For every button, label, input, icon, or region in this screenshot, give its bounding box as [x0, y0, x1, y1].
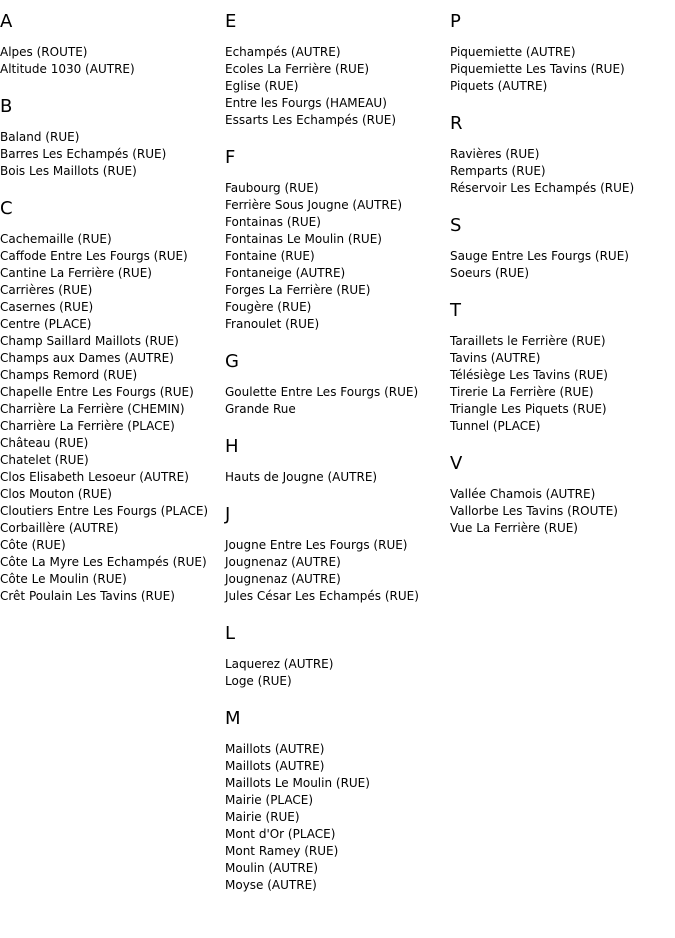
street-item: Mairie (PLACE) — [225, 793, 314, 807]
column-1 — [0, 0, 222, 605]
street-item: Remparts (RUE) — [450, 164, 546, 178]
street-item: Tirerie La Ferrière (RUE) — [450, 385, 594, 399]
street-item: Jougne Entre Les Fourgs (RUE) — [225, 538, 408, 552]
street-item: Moyse (AUTRE) — [225, 878, 317, 892]
letter-group — [450, 12, 672, 95]
street-item: Côte Le Moulin (RUE) — [0, 572, 127, 586]
street-item: Jougnenaz (AUTRE) — [225, 555, 341, 569]
letter-heading: E — [225, 11, 237, 32]
letter-group — [225, 12, 447, 129]
letter-heading: V — [450, 453, 463, 474]
street-list — [450, 333, 672, 435]
street-item: Laquerez (AUTRE) — [225, 657, 334, 671]
street-item: Télésiège Les Tavins (RUE) — [450, 368, 608, 382]
letter-group — [0, 199, 222, 605]
street-item: Forges La Ferrière (RUE) — [225, 283, 371, 297]
street-item: Alpes (ROUTE) — [0, 45, 88, 59]
street-item: Côte La Myre Les Echampés (RUE) — [0, 555, 207, 569]
letter-group — [0, 12, 222, 78]
street-item: Carrières (RUE) — [0, 283, 93, 297]
street-item: Charrière La Ferrière (PLACE) — [0, 419, 175, 433]
street-list — [450, 44, 672, 95]
street-item: Entre les Fourgs (HAMEAU) — [225, 96, 387, 110]
letter-group — [450, 114, 672, 197]
street-item: Vue La Ferrière (RUE) — [450, 521, 578, 535]
letter-heading: M — [225, 708, 241, 729]
street-item: Centre (PLACE) — [0, 317, 92, 331]
street-item: Essarts Les Echampés (RUE) — [225, 113, 397, 127]
street-item: Fougère (RUE) — [225, 300, 312, 314]
letter-heading: S — [450, 215, 462, 236]
street-item: Fontaine (RUE) — [225, 249, 315, 263]
street-item: Chatelet (RUE) — [0, 453, 89, 467]
street-item: Hauts de Jougne (AUTRE) — [225, 470, 378, 484]
street-item: Faubourg (RUE) — [225, 181, 319, 195]
street-item: Caffode Entre Les Fourgs (RUE) — [0, 249, 188, 263]
letter-heading: P — [450, 11, 461, 32]
street-list — [225, 741, 447, 894]
street-item: Ecoles La Ferrière (RUE) — [225, 62, 370, 76]
street-item: Jougnenaz (AUTRE) — [225, 572, 341, 586]
letter-heading: T — [450, 300, 461, 321]
street-item: Moulin (AUTRE) — [225, 861, 318, 875]
street-item: Maillots (AUTRE) — [225, 759, 325, 773]
letter-heading: L — [225, 623, 236, 644]
letter-group — [450, 216, 672, 282]
street-item: Château (RUE) — [0, 436, 89, 450]
letter-group — [0, 97, 222, 180]
street-list — [225, 44, 447, 129]
street-item: Eglise (RUE) — [225, 79, 299, 93]
letter-heading: R — [450, 113, 463, 134]
street-item: Soeurs (RUE) — [450, 266, 530, 280]
street-list — [0, 129, 222, 180]
letter-heading: B — [0, 96, 13, 117]
street-item: Corbaillère (AUTRE) — [0, 521, 119, 535]
street-item: Maillots Le Moulin (RUE) — [225, 776, 370, 790]
street-item: Charrière La Ferrière (CHEMIN) — [0, 402, 185, 416]
letter-heading: A — [0, 11, 13, 32]
street-list — [225, 537, 447, 605]
street-item: Tunnel (PLACE) — [450, 419, 541, 433]
letter-group — [225, 709, 447, 894]
street-item: Tavins (AUTRE) — [450, 351, 541, 365]
street-list — [225, 469, 447, 486]
street-item: Maillots (AUTRE) — [225, 742, 325, 756]
street-item: Côte (RUE) — [0, 538, 66, 552]
letter-group — [450, 454, 672, 537]
letter-heading: G — [225, 351, 239, 372]
street-item: Triangle Les Piquets (RUE) — [450, 402, 607, 416]
street-item: Fontainas (RUE) — [225, 215, 321, 229]
street-item: Champ Saillard Maillots (RUE) — [0, 334, 179, 348]
letter-group — [225, 505, 447, 605]
letter-group — [225, 624, 447, 690]
street-item: Mairie (RUE) — [225, 810, 300, 824]
column-2 — [225, 0, 447, 894]
letter-group — [225, 352, 447, 418]
street-item: Baland (RUE) — [0, 130, 80, 144]
street-item: Fontainas Le Moulin (RUE) — [225, 232, 382, 246]
street-item: Mont d'Or (PLACE) — [225, 827, 336, 841]
street-item: Vallorbe Les Tavins (ROUTE) — [450, 504, 618, 518]
street-item: Sauge Entre Les Fourgs (RUE) — [450, 249, 629, 263]
street-item: Fontaneige (AUTRE) — [225, 266, 346, 280]
street-item: Champs Remord (RUE) — [0, 368, 138, 382]
street-item: Piquemiette Les Tavins (RUE) — [450, 62, 625, 76]
street-list — [0, 231, 222, 605]
street-item: Champs aux Dames (AUTRE) — [0, 351, 174, 365]
street-item: Cachemaille (RUE) — [0, 232, 112, 246]
street-item: Chapelle Entre Les Fourgs (RUE) — [0, 385, 194, 399]
letter-heading: F — [225, 147, 236, 168]
street-item: Franoulet (RUE) — [225, 317, 320, 331]
letter-group — [450, 301, 672, 435]
street-list — [225, 656, 447, 690]
street-item: Bois Les Maillots (RUE) — [0, 164, 137, 178]
street-item: Réservoir Les Echampés (RUE) — [450, 181, 635, 195]
letter-group — [225, 148, 447, 333]
street-item: Piquets (AUTRE) — [450, 79, 548, 93]
street-list — [450, 248, 672, 282]
street-item: Loge (RUE) — [225, 674, 292, 688]
street-item: Barres Les Echampés (RUE) — [0, 147, 167, 161]
street-item: Jules César Les Echampés (RUE) — [225, 589, 419, 603]
letter-heading: H — [225, 436, 239, 457]
street-item: Ferrière Sous Jougne (AUTRE) — [225, 198, 403, 212]
street-item: Grande Rue — [225, 402, 296, 416]
street-list — [225, 180, 447, 333]
street-item: Crêt Poulain Les Tavins (RUE) — [0, 589, 175, 603]
street-item: Piquemiette (AUTRE) — [450, 45, 576, 59]
street-item: Clos Elisabeth Lesoeur (AUTRE) — [0, 470, 189, 484]
street-item: Vallée Chamois (AUTRE) — [450, 487, 596, 501]
street-list — [450, 146, 672, 197]
street-item: Echampés (AUTRE) — [225, 45, 341, 59]
letter-group — [225, 437, 447, 486]
letter-heading: C — [0, 198, 13, 219]
street-item: Ravières (RUE) — [450, 147, 540, 161]
street-item: Cantine La Ferrière (RUE) — [0, 266, 152, 280]
street-item: Altitude 1030 (AUTRE) — [0, 62, 135, 76]
street-list — [225, 384, 447, 418]
street-item: Mont Ramey (RUE) — [225, 844, 339, 858]
street-item: Clos Mouton (RUE) — [0, 487, 112, 501]
letter-heading: J — [225, 504, 231, 525]
street-item: Goulette Entre Les Fourgs (RUE) — [225, 385, 419, 399]
column-3 — [450, 0, 672, 537]
street-list — [0, 44, 222, 78]
street-item: Cloutiers Entre Les Fourgs (PLACE) — [0, 504, 209, 518]
street-item: Casernes (RUE) — [0, 300, 94, 314]
street-list — [450, 486, 672, 537]
street-item: Taraillets le Ferrière (RUE) — [450, 334, 606, 348]
